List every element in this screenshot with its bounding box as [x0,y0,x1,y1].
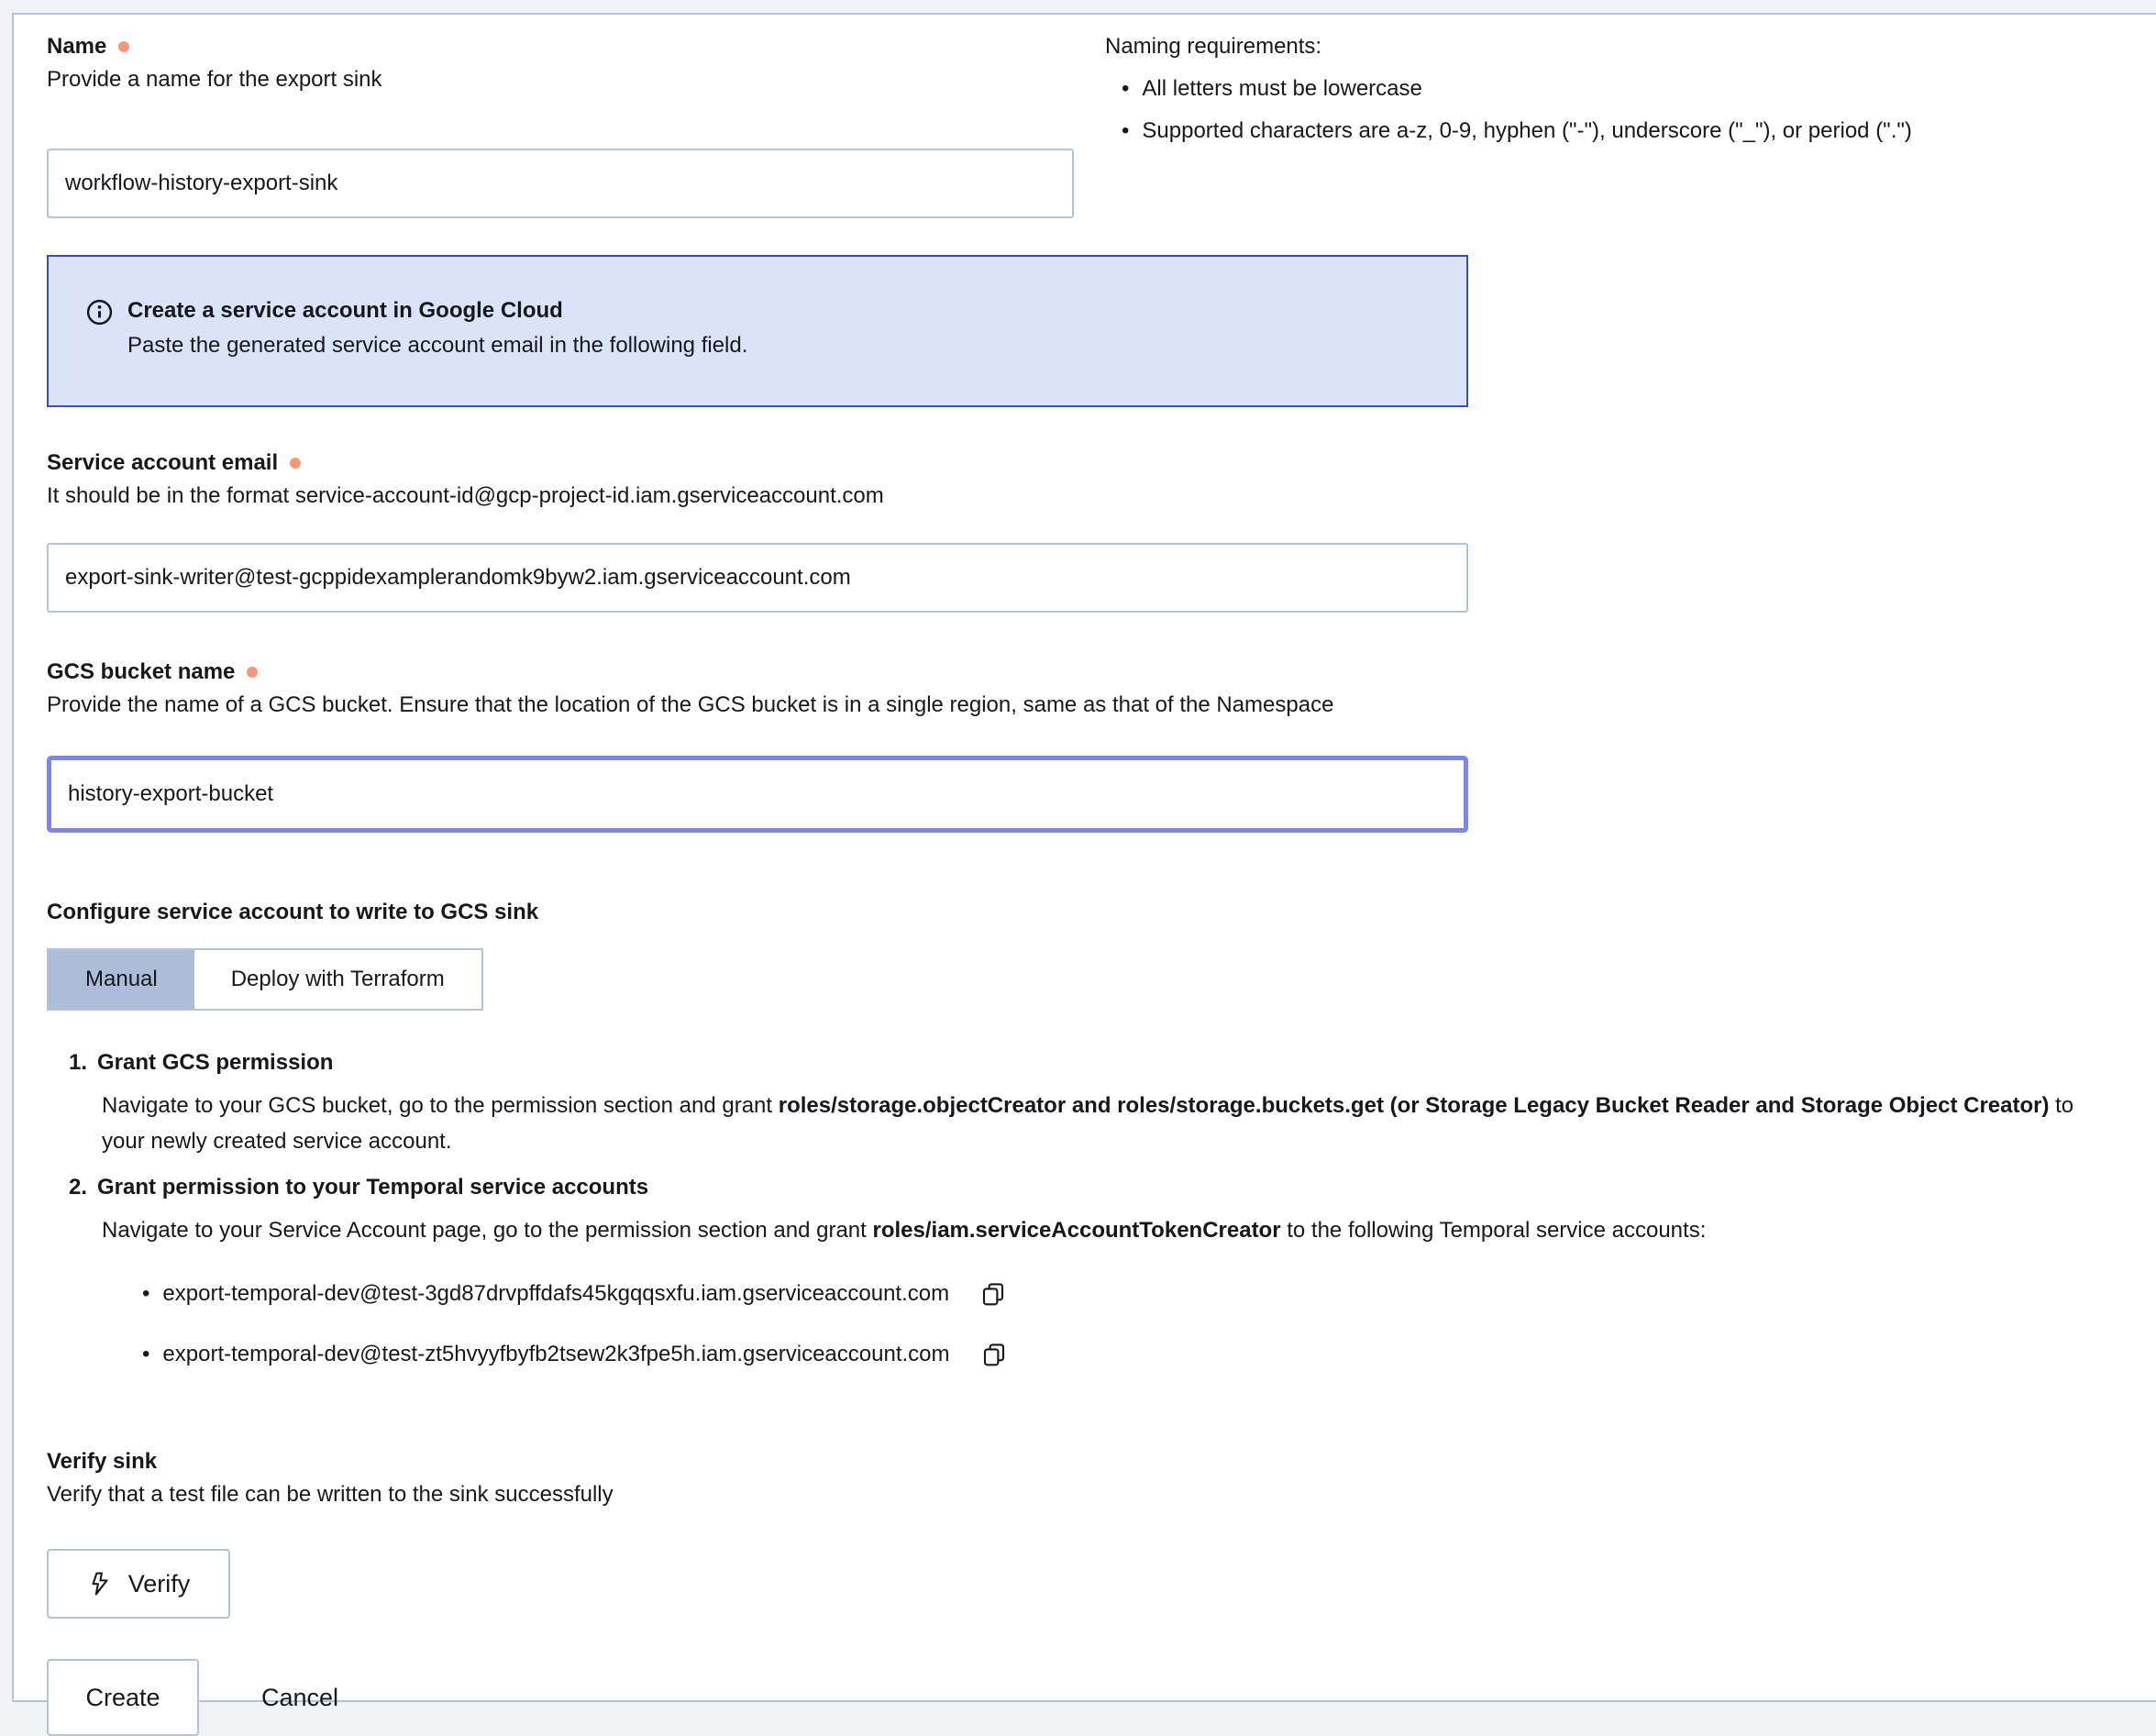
verify-sink-title: Verify sink [47,1448,2138,1476]
service-account-description: It should be in the format service-account-id@gcp-project-id.iam.gserviceaccount.com [47,482,2138,510]
step-2-body-prefix: Navigate to your Service Account page, go to the permission section and grant [102,1218,873,1243]
required-dot-icon [290,458,301,469]
required-dot-icon [247,667,258,678]
temporal-account-email: export-temporal-dev@test-zt5hvyyfbyfb2tsew2k3fpe5h.iam.gserviceaccount.com [162,1341,949,1368]
step-1-body-bold: roles/storage.objectCreator and roles/storage.buckets.get (or Storage Legacy Bucket Reader and Storage Object Creator) [779,1093,2050,1118]
export-sink-form [12,13,2156,1702]
tab-deploy-with-terraform-label: Deploy with Terraform [231,967,445,992]
name-row [47,33,2138,218]
service-account-label: Service account email [47,449,278,477]
step-2-number: 2. [69,1174,87,1201]
form-actions [47,1659,2138,1736]
bucket-label: GCS bucket name [47,658,235,686]
name-field-group [47,33,1074,218]
copy-icon[interactable] [979,1340,1009,1369]
naming-requirement-item [1122,117,2138,145]
configure-tabs [47,948,483,1011]
service-account-field-group [47,449,2138,613]
verify-button-label: Verify [128,1570,191,1598]
naming-requirements-title: Naming requirements: [1105,33,2138,61]
verify-sink-description: Verify that a test file can be written to the sink successfully [47,1481,2138,1509]
naming-requirements-list [1105,75,2138,145]
bucket-description: Provide the name of a GCS bucket. Ensure that the location of the GCS bucket is in a single region, same as that of the Namespace [47,691,2138,719]
name-input[interactable] [47,149,1074,218]
tab-deploy-with-terraform[interactable] [194,950,481,1009]
configure-section-title: Configure service account to write to GCS sink [47,899,2138,926]
bullet-icon: • [142,1341,149,1368]
naming-requirements [1105,33,2138,218]
naming-requirement-text: Supported characters are a-z, 0-9, hyphen ("-"), underscore ("_"), or period (".") [1142,117,1911,145]
step-2-body-bold: roles/iam.serviceAccountTokenCreator [873,1218,1281,1243]
step-1-number: 1. [69,1049,87,1077]
bullet-icon: • [1122,75,1129,103]
temporal-account-email: export-temporal-dev@test-3gd87drvpffdafs45kgqqsxfu.iam.gserviceaccount.com [162,1280,949,1308]
info-banner [47,255,1468,407]
info-banner-title: Create a service account in Google Cloud [127,297,747,325]
name-description: Provide a name for the export sink [47,66,1074,94]
info-banner-body: Paste the generated service account email in the following field. [127,332,747,359]
naming-requirement-text: All letters must be lowercase [1142,75,1421,103]
bucket-field-group [47,658,2138,833]
create-button[interactable]: Create [47,1659,199,1736]
tab-manual-label: Manual [85,967,158,992]
service-account-email-input[interactable] [47,543,1468,613]
gcs-bucket-name-input[interactable] [47,756,1468,833]
step-2-title: Grant permission to your Temporal service accounts [97,1174,648,1201]
step-1-body-suffix: to your newly created service account. [102,1093,2073,1154]
step-1-title: Grant GCS permission [97,1049,333,1077]
bucket-label-row [47,658,2138,686]
required-dot-icon [118,41,129,52]
tab-manual[interactable] [49,950,194,1009]
info-banner-text [127,297,747,359]
name-label: Name [47,33,106,61]
step-2-body [102,1212,2106,1248]
name-label-row [47,33,1074,61]
info-icon [85,298,114,331]
naming-requirement-item [1122,75,2138,103]
step-1-body [102,1088,2106,1159]
step-1-title-row [69,1049,2138,1077]
cancel-button[interactable]: Cancel [261,1684,338,1712]
copy-icon[interactable] [978,1279,1008,1309]
bullet-icon: • [142,1280,149,1308]
step-1-body-prefix: Navigate to your GCS bucket, go to the permission section and grant [102,1093,779,1118]
step-2-body-suffix: to the following Temporal service accounts: [1281,1218,1707,1243]
bolt-icon [87,1571,113,1597]
temporal-account-row [142,1340,2138,1369]
service-account-label-row [47,449,2138,477]
verify-button[interactable] [47,1549,230,1619]
temporal-account-row [142,1279,2138,1309]
step-2-title-row [69,1174,2138,1201]
bullet-icon: • [1122,117,1129,145]
